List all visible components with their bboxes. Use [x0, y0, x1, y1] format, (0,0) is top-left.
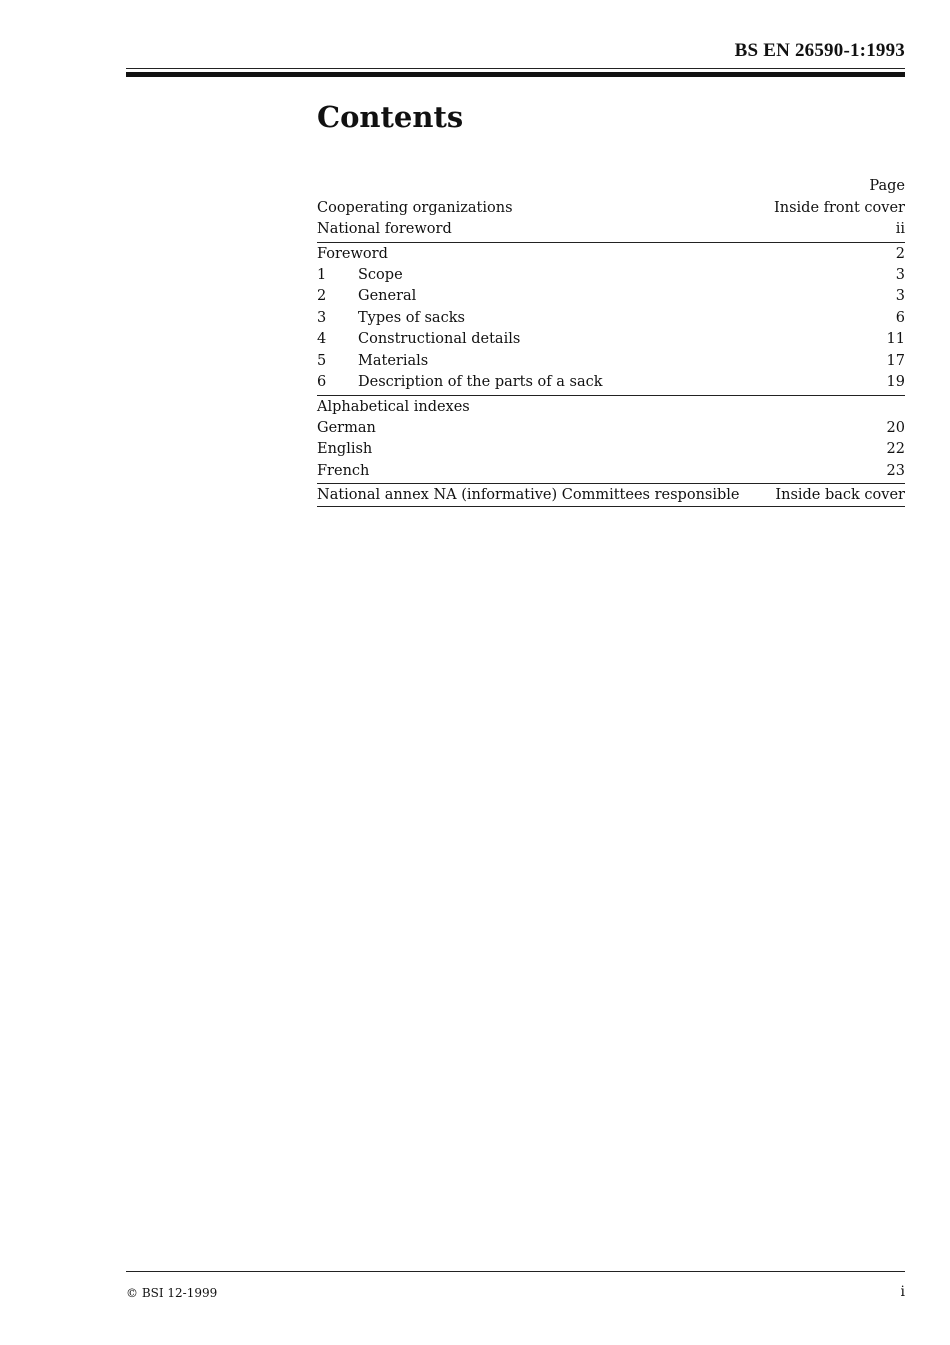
document-code: BS EN 26590-1:1993: [734, 40, 905, 61]
toc-entry-left: [317, 372, 603, 394]
toc-entry-left: [317, 461, 369, 483]
toc-entry-page: 19: [886, 374, 905, 390]
toc-entry-number: 5: [317, 352, 327, 369]
toc-entry-left: [317, 265, 403, 287]
toc-entry-number: 1: [317, 266, 327, 283]
toc-entry-title: Types of sacks: [358, 309, 465, 326]
toc-entry: [317, 198, 905, 220]
toc-entry-page: 23: [886, 462, 905, 479]
toc-entry: [317, 286, 905, 308]
toc-page-header: Page: [869, 178, 905, 194]
toc-entry: [317, 395, 905, 418]
toc-entry-page: Inside front cover: [774, 199, 905, 216]
toc-entry-left: [317, 351, 428, 373]
toc-entry: [317, 265, 905, 287]
toc-entry-title: General: [358, 288, 417, 304]
toc-entry-left: [317, 198, 513, 220]
table-of-contents: [317, 176, 905, 507]
toc-entry-title: Alphabetical indexes: [317, 398, 470, 415]
toc-entry-left: [317, 219, 452, 241]
toc-entry: [317, 461, 905, 483]
toc-entry: [317, 242, 905, 265]
toc-entry-left: [317, 243, 388, 265]
toc-page-header-row: [317, 176, 905, 198]
toc-entry-left: [317, 308, 465, 330]
toc-entry-title: National foreword: [317, 221, 452, 237]
toc-entry-page: 3: [895, 266, 905, 283]
toc-entry-page: 2: [895, 245, 905, 262]
toc-entry-number: 4: [317, 331, 327, 347]
page-number: i: [900, 1284, 905, 1300]
header-rule-thin: [126, 68, 905, 69]
toc-entry-left: [317, 329, 520, 351]
toc-entry-page: 3: [895, 288, 905, 304]
toc-entry-title: Constructional details: [358, 331, 521, 347]
toc-entry-page: 17: [886, 352, 905, 369]
toc-entry-number: 2: [317, 288, 327, 304]
toc-entry: [317, 483, 905, 507]
toc-entry-title: English: [317, 441, 373, 457]
toc-entry-title: Scope: [358, 266, 403, 283]
toc-entry-page: ii: [895, 221, 905, 237]
toc-entry-page: 6: [895, 309, 905, 326]
toc-entry-number: 6: [317, 374, 327, 390]
toc-entry: [317, 418, 905, 440]
toc-entry: [317, 372, 905, 394]
toc-entry-page: 20: [886, 419, 905, 436]
toc-entry: [317, 351, 905, 373]
toc-entry-title: Foreword: [317, 245, 388, 262]
toc-entry-title: French: [317, 462, 370, 479]
toc-entry-left: [317, 484, 739, 506]
toc-entry-left: [317, 286, 416, 308]
toc-entry-title: German: [317, 419, 376, 436]
toc-entry-title: Cooperating organizations: [317, 199, 513, 216]
toc-entry-left: [317, 418, 376, 440]
toc-entry-number: 3: [317, 309, 327, 326]
toc-entry: [317, 439, 905, 461]
page-title: Contents: [317, 100, 464, 134]
copyright-notice: © BSI 12-1999: [126, 1286, 218, 1300]
toc-entry-title: National annex NA (informative) Committees responsible: [317, 487, 740, 503]
toc-entry: [317, 219, 905, 241]
toc-entry-page: 11: [886, 331, 905, 347]
toc-entry-left: [317, 396, 470, 418]
toc-entry-page: 22: [886, 441, 905, 457]
toc-entry: [317, 308, 905, 330]
toc-entry-title: Materials: [358, 352, 429, 369]
header-rule-thick: [126, 72, 905, 77]
toc-entry: [317, 329, 905, 351]
footer-rule: [126, 1271, 905, 1272]
toc-rows: [317, 198, 905, 508]
toc-entry-page: Inside back cover: [775, 487, 905, 503]
toc-entry-title: Description of the parts of a sack: [358, 374, 603, 390]
toc-entry-left: [317, 439, 372, 461]
